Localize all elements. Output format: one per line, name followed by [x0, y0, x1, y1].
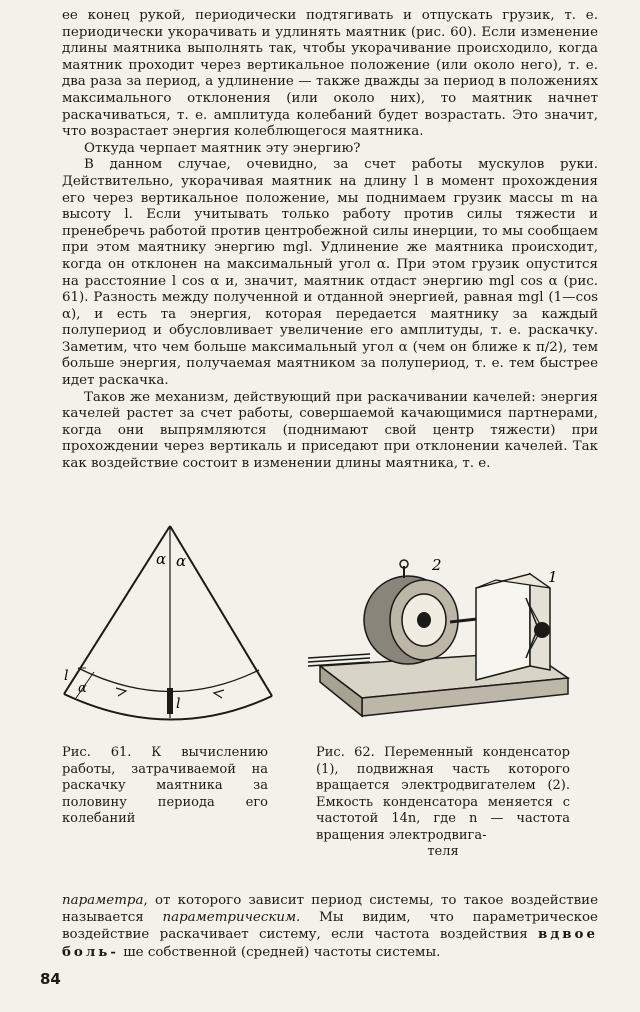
page-number: 84: [40, 970, 61, 988]
fig61-label-alpha-right: α: [176, 552, 187, 570]
paragraph-3: В данном случае, очевидно, за счет работы мускулов руки. Действительно, укорачивая маятник на длину l в момент прохождения его через вертикальное положение, мы поднимаем грузик массы m на высоту l. Если учитывать только работу против силы тяжести и пренебречь работой против центробежной силы инерции, то мы сообщаем при этом маятнику энергию mgl. Удлинение же маятника происходит, когда он отклонен на максимальный угол α. При этом грузик опустится на расстояние l cos α и, значит, маятник отдаст энергию mgl cos α (рис. 61). Разность между полученной и отданной энергией, равная mgl (1—cos α), и есть та энергия, которая передается маятнику за каждый полупериод и обусловливает увеличение его амплитуды, т. е. раскачку. Заметим, что чем больше максимальный угол α (чем он ближе к π/2), тем больше энергия, получаемая маятником за полупериод, т. е. тем быстрее идет раскачка.: [62, 157, 598, 389]
text-block-top: [62, 8, 598, 473]
pendulum-bob: [167, 688, 173, 714]
fig62-label-2: 2: [432, 556, 442, 574]
paragraph-4: Таков же механизм, действующий при раскачивании качелей: энергия качелей растет за счет работы, совершаемой качающимися партнерами, когда они выпрямляются (поднимают свой центр тяжести) при прохождении через вертикаль и приседают при отклонении качелей. Так как воздействие состоит в изменении длины маятника, т. е.: [62, 389, 598, 472]
figure-62-caption: Рис. 62. Переменный конденсатор (1), подвижная часть которого вращается электродвигателем (2). Емкость конденсатора меняется с частотой 14n, где n — частота вращения электродвига- теля: [316, 745, 570, 859]
fig61-label-alpha-corner: α: [78, 681, 87, 696]
capacitor-housing: [476, 574, 530, 680]
paragraph-5: параметра, от которого зависит период системы, то такое воздействие называется параметрическим. Мы видим, что параметрическое воздействие раскачивает систему, если частота воздействия вдвое боль- ше собственной (средней) частоты системы.: [62, 893, 598, 960]
paragraph-2: Откуда черпает маятник эту энергию?: [84, 140, 361, 156]
fig62-label-1: 1: [548, 568, 558, 586]
fig61-label-alpha-left: α: [156, 550, 167, 568]
figure-61-pendulum-diagram: [56, 518, 286, 740]
text-block-bottom: [62, 893, 598, 961]
pendulum-inner-arc: [78, 668, 259, 692]
fig61-label-l-left: l: [64, 668, 69, 684]
figure-62-capacitor-motor: [300, 548, 586, 728]
fig61-label-l-bottom: l: [176, 696, 181, 712]
paragraph-1: ее конец рукой, периодически подтягивать и отпускать грузик, т. е. периодически укорачивать и удлинять маятник (рис. 60). Если изменение длины маятника выполнять так, чтобы укорачивание происходило, когда маятник проходит через вертикальное положение (или около него), т. е. два раза за период, а удлинение — также дважды за период в положениях максимального отклонения (или около них), то маятник начнет раскачиваться, т. е. амплитуда колебаний будет возрастать. Это значит, что возрастает энергия колеблющегося маятника.: [62, 8, 598, 140]
figure-61-caption: Рис. 61. К вычислению работы, затрачиваемой на раскачку маятника за половину периода его колебаний: [62, 745, 268, 826]
